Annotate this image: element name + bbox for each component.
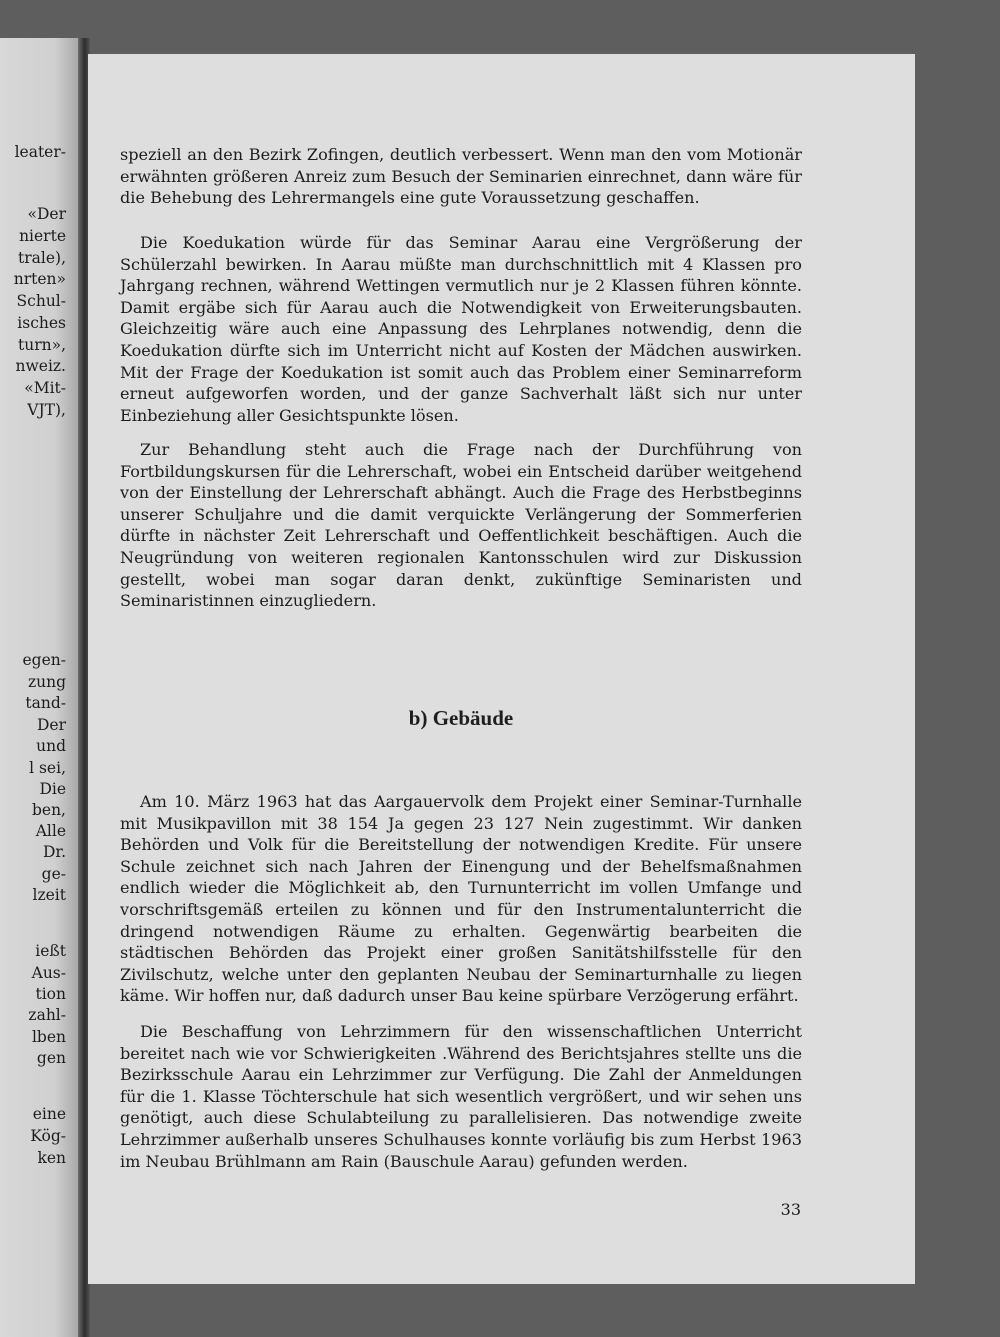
left-page-fragment: nierte	[19, 227, 66, 245]
left-page-fragment: nrten»	[13, 270, 66, 288]
left-page-fragment: egen-	[22, 651, 66, 669]
paragraph: Am 10. März 1963 hat das Aargauervolk dem Projekt einer Seminar-Turnhalle mit Musikpavillon mit 38 154 Ja gegen 23 127 Nein zugestimmt. Wir danken Behörden und Volk für die Bereitstellung der notwendigen Kredite. Für unsere Schule zeichnet sich nach Jahren der Einengung und der Behelfsmaßnahmen endlich wieder die Möglichkeit ab, den Turnunterricht im vollen Umfange und vorschriftsgemäß erteilen zu können und für den Instrumentalunterricht die dringend notwendigen Räume zu erhalten. Gegenwärtig bearbeiten die städtischen Behörden das Projekt einer großen Sanitätshilfsstelle für den Zivilschutz, welche unter den geplanten Neubau der Seminarturnhalle zu liegen käme. Wir hoffen nur, daß dadurch unser Bau keine spürbare Verzögerung erfährt.	[120, 792, 802, 1006]
left-page-fragment: ben,	[31, 801, 66, 819]
left-page-fragment: l sei,	[29, 759, 66, 777]
left-page-fragment: Der	[36, 716, 66, 734]
left-page-fragment: lben	[31, 1028, 66, 1046]
left-page-fragment: «Der	[27, 205, 66, 223]
right-page	[88, 54, 915, 1284]
left-page-fragment: VJT),	[27, 401, 66, 419]
page-number: 33	[780, 1200, 801, 1219]
left-page-fragment: und	[36, 737, 66, 755]
left-page-fragment: Kög-	[30, 1127, 66, 1145]
left-page-fragment: eine	[32, 1105, 66, 1123]
left-page-fragment: ießt	[35, 942, 66, 960]
left-page-fragment: turn»,	[17, 336, 66, 354]
left-page-fragment: Dr.	[42, 843, 66, 861]
paragraph: Zur Behandlung steht auch die Frage nach der Durchführung von Fortbildungskursen für die Lehrerschaft, wobei ein Entscheid darüber weitgehend von der Einstellung der Lehrerschaft abhängt. Auch die Frage des Herbstbeginns unserer Schuljahre und die damit verquickte Verlängerung der Sommerferien dürfte in nächster Zeit Lehrerschaft und Oeffentlichkeit beschäftigen. Auch die Neugründung von weiteren regionalen Kantonsschulen wird zur Diskussion gestellt, wobei man sogar daran denkt, zukünftige Seminaristen und Seminaristinnen einzugliedern.	[120, 440, 802, 611]
left-page-fragment: Aus-	[31, 964, 66, 982]
section-heading: b) Gebäude	[408, 706, 514, 730]
left-page-fragment: «Mit-	[24, 379, 66, 397]
left-page-fragment: ken	[37, 1149, 66, 1167]
left-page-fragment: ge-	[41, 865, 66, 883]
left-page-fragment: trale),	[18, 249, 66, 267]
left-page-fragment: Alle	[35, 822, 66, 840]
paragraph: Die Beschaffung von Lehrzimmern für den wissenschaftlichen Unterricht bereitet nach wie vor Schwierigkeiten .Während des Berichtsjahres stellte uns die Bezirksschule Aarau ein Lehrzimmer zur Verfügung. Die Zahl der Anmeldungen für die 1. Klasse Töchterschule hat sich wesentlich vergrößert, und wir sehen uns genötigt, auch diese Schulabteilung zu parallelisieren. Das notwendige zweite Lehrzimmer außerhalb unseres Schulhauses konnte vorläufig bis zum Herbst 1963 im Neubau Brühlmann am Rain (Bauschule Aarau) gefunden werden.	[120, 1022, 802, 1171]
left-page-fragment: lzeit	[32, 886, 66, 904]
left-page-fragment: tand-	[25, 694, 66, 712]
left-page-fragment: Schul-	[16, 292, 66, 310]
left-page-margin	[0, 38, 78, 1337]
left-page-fragment: zahl-	[28, 1006, 66, 1024]
paragraph: Die Koedukation würde für das Seminar Aarau eine Vergrößerung der Schülerzahl bewirken. In Aarau müßte man durchschnittlich mit 4 Klassen pro Jahrgang rechnen, während Wettingen vermutlich nur je 2 Klassen führen könnte. Damit ergäbe sich für Aarau auch die Notwendigkeit von Erweiterungsbauten. Gleichzeitig wäre auch eine Anpassung des Lehrplanes notwendig, denn die Koedukation dürfte sich im Unterricht nicht auf Kosten der Mädchen auswirken. Mit der Frage der Koedukation ist somit auch das Problem einer Seminarreform erneut aufgeworfen worden, und der ganze Sachverhalt läßt sich nur unter Einbeziehung aller Gesichtspunkte lösen.	[120, 233, 802, 425]
left-page-fragment: nweiz.	[15, 357, 66, 375]
left-page-fragment: leater-	[14, 143, 66, 161]
left-page-fragment: isches	[17, 314, 66, 332]
left-page-fragment: gen	[36, 1049, 66, 1067]
left-page-fragment: zung	[27, 673, 66, 691]
left-page-fragment: tion	[35, 985, 66, 1003]
paragraph: speziell an den Bezirk Zofingen, deutlich verbessert. Wenn man den vom Motionär erwähnten größeren Anreiz zum Besuch der Seminarien einrechnet, dann wäre für die Behebung des Lehrermangels eine gute Voraussetzung geschaffen.	[120, 145, 802, 208]
left-page-fragment: Die	[39, 780, 66, 798]
